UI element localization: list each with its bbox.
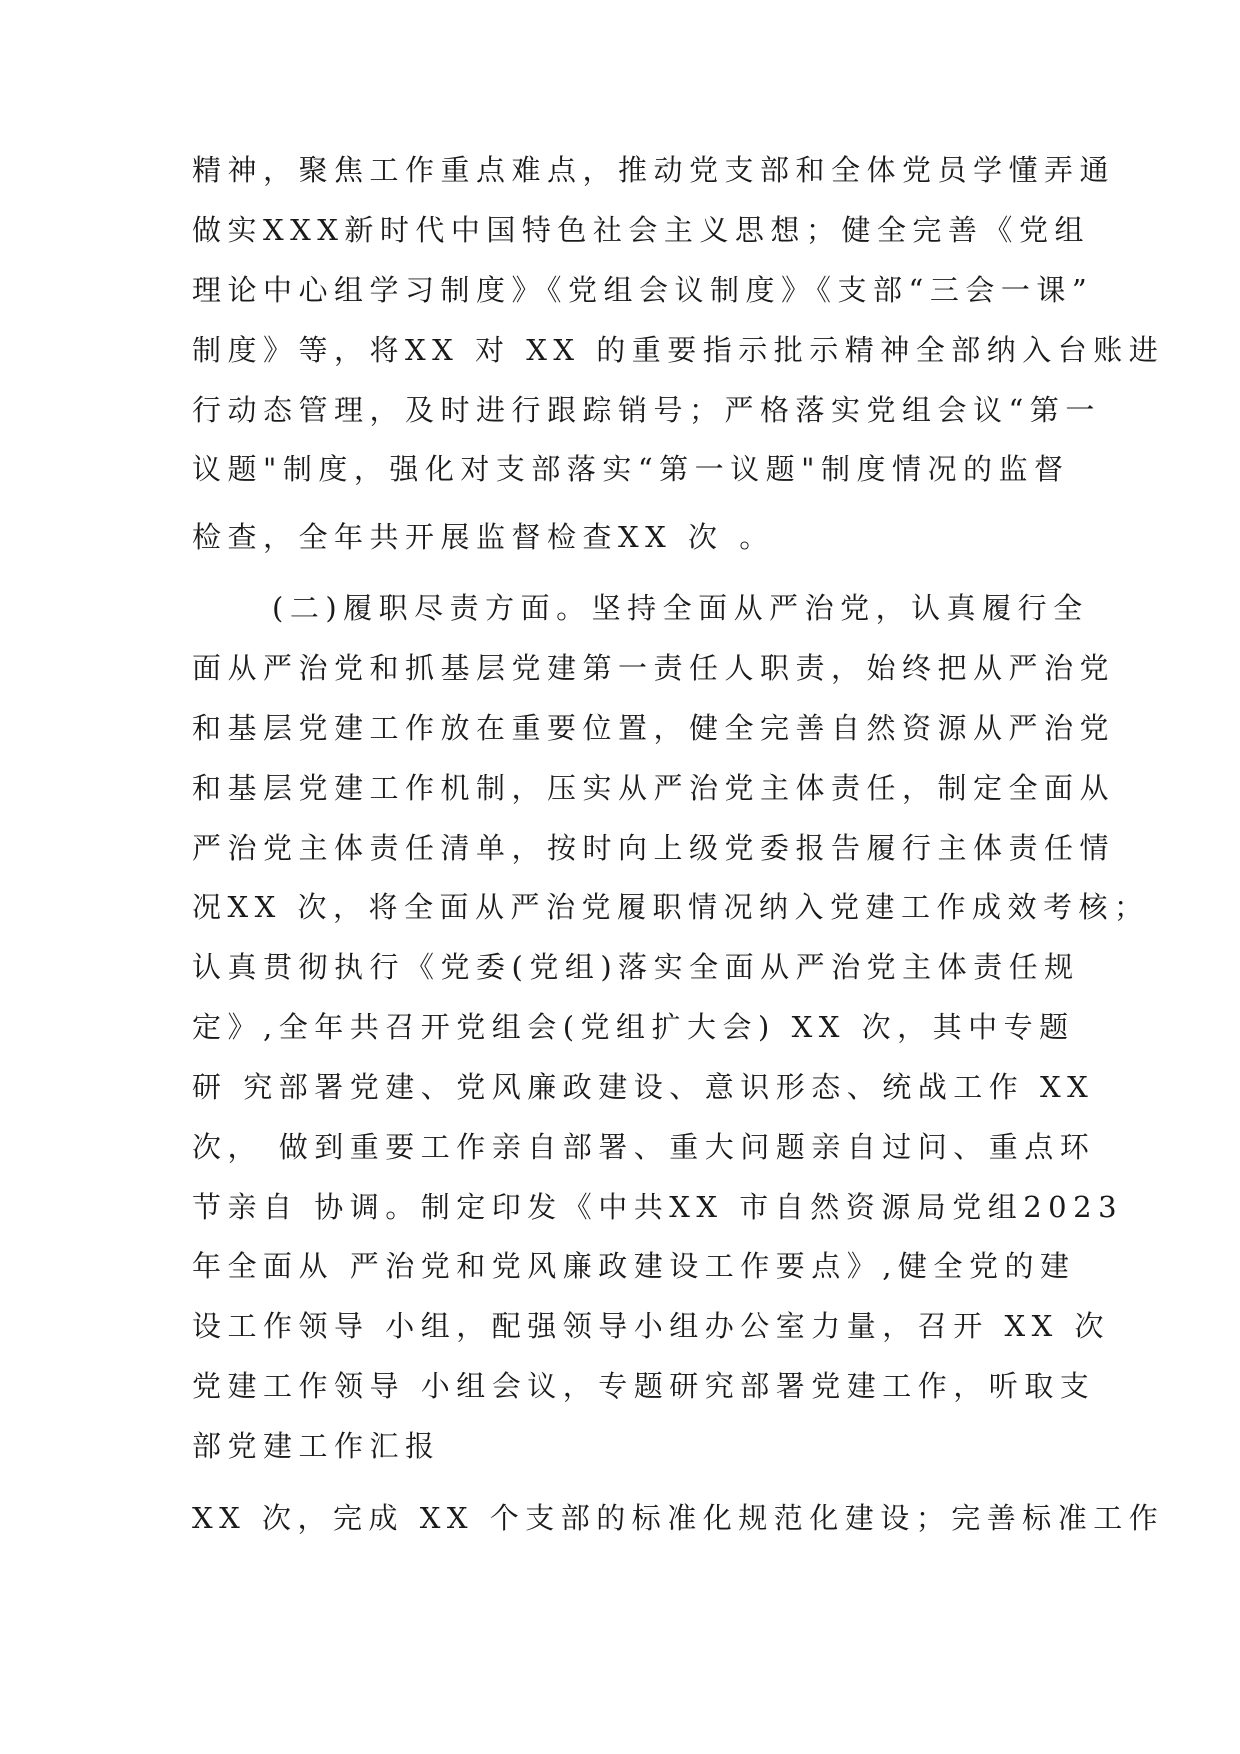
text-line: 况XX 次，将全面从严治党履职情况纳入党建工作成效考核； bbox=[192, 890, 1150, 924]
text-line: 认真贯彻执行《党委(党组)落实全面从严治党主体责任规 bbox=[192, 950, 1080, 984]
text-line: 年全面从 严治党和党风廉政建设工作要点》,健全党的建 bbox=[192, 1249, 1076, 1283]
text-line: 定》,全年共召开党组会(党组扩大会) XX 次，其中专题 bbox=[192, 1010, 1075, 1044]
text-line: 精神，聚焦工作重点难点，推动党支部和全体党员学懂弄通 bbox=[192, 153, 1116, 187]
text-line: 部党建工作汇报 bbox=[192, 1429, 441, 1463]
text-line: 检查，全年共开展监督检查XX 次 。 bbox=[192, 520, 775, 554]
text-line: 和基层党建工作放在重要位置，健全完善自然资源从严治党 bbox=[192, 711, 1116, 745]
text-line: 设工作领导 小组，配强领导小组办公室力量，召开 XX 次 bbox=[192, 1309, 1110, 1343]
text-line: 制度》等，将XX 对 XX 的重要指示批示精神全部纳入台账进 bbox=[192, 333, 1165, 367]
text-line: 次， 做到重要工作亲自部署、重大问题亲自过问、重点环 bbox=[192, 1130, 1096, 1164]
text-line: 做实XXX新时代中国特色社会主义思想；健全完善《党组 bbox=[192, 213, 1090, 247]
text-line: XX 次，完成 XX 个支部的标准化规范化建设；完善标准工作 bbox=[192, 1501, 1165, 1535]
text-line: 严治党主体责任清单，按时向上级党委报告履行主体责任情 bbox=[192, 831, 1116, 865]
text-line: 理论中心组学习制度》《党组会议制度》《支部“三会一课” bbox=[192, 273, 1094, 307]
text-line: 和基层党建工作机制，压实从严治党主体责任，制定全面从 bbox=[192, 771, 1116, 805]
text-line: 行动态管理，及时进行跟踪销号；严格落实党组会议“第一 bbox=[192, 393, 1101, 427]
text-line: 研 究部署党建、党风廉政建设、意识形态、统战工作 XX bbox=[192, 1070, 1095, 1104]
text-line: 面从严治党和抓基层党建第一责任人职责，始终把从严治党 bbox=[192, 651, 1116, 685]
text-line: 节亲自 协调。制定印发《中共XX 市自然资源局党组2023 bbox=[192, 1190, 1124, 1224]
paragraph-heading-line: (二)履职尽责方面。坚持全面从严治党，认真履行全 bbox=[272, 591, 1089, 625]
text-line: 党建工作领导 小组会议，专题研究部署党建工作，听取支 bbox=[192, 1369, 1096, 1403]
text-line: 议题"制度，强化对支部落实“第一议题"制度情况的监督 bbox=[192, 452, 1070, 486]
